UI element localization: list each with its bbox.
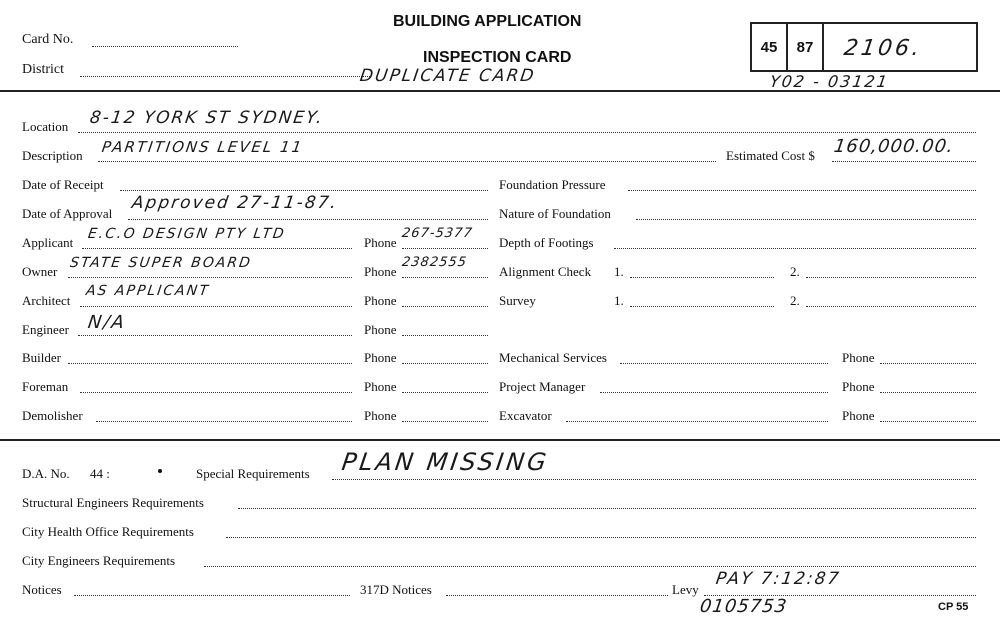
form-code: CP 55	[938, 601, 969, 613]
card-number-box	[750, 22, 978, 72]
notices-label: Notices	[22, 582, 62, 597]
survey-num-1: 1.	[614, 293, 624, 308]
architect-value: AS APPLICANT	[84, 283, 211, 299]
date-approval-field[interactable]	[128, 219, 488, 220]
description-value: PARTITIONS LEVEL 11	[100, 138, 305, 156]
excavator-field[interactable]	[566, 421, 828, 422]
levy-label: Levy	[672, 582, 699, 597]
owner-phone-label: Phone	[364, 264, 397, 279]
city-health-label: City Health Office Requirements	[22, 524, 194, 539]
alignment-check-field-2[interactable]	[806, 277, 976, 278]
depth-footings-field[interactable]	[614, 248, 976, 249]
description-field[interactable]	[98, 161, 716, 162]
demolisher-label: Demolisher	[22, 408, 83, 423]
city-engineers-field[interactable]	[204, 566, 976, 567]
duplicate-card-note: DUPLICATE CARD	[358, 66, 537, 86]
survey-field-2[interactable]	[806, 306, 976, 307]
foreman-phone-field[interactable]	[402, 392, 488, 393]
card-no-label: Card No.	[22, 32, 74, 47]
engineer-value: N/A	[86, 312, 128, 333]
estimated-cost-label: Estimated Cost $	[726, 148, 815, 163]
date-approval-label: Date of Approval	[22, 206, 113, 221]
survey-field-1[interactable]	[630, 306, 774, 307]
builder-field[interactable]	[68, 363, 352, 364]
owner-phone-field[interactable]	[402, 277, 488, 278]
section-divider	[0, 439, 1000, 441]
project-manager-field[interactable]	[600, 392, 828, 393]
mechanical-phone-label: Phone	[842, 350, 875, 365]
district-field[interactable]	[80, 76, 370, 77]
bottom-handwritten-number: 0105753	[698, 596, 789, 617]
owner-label: Owner	[22, 264, 58, 279]
header-divider	[0, 90, 1000, 92]
applicant-value: E.C.O DESIGN PTY LTD	[86, 226, 287, 242]
architect-label: Architect	[22, 293, 71, 308]
city-health-field[interactable]	[226, 537, 976, 538]
date-receipt-label: Date of Receipt	[22, 177, 104, 192]
alignment-check-field-1[interactable]	[630, 277, 774, 278]
engineer-label: Engineer	[22, 322, 69, 337]
location-field[interactable]	[78, 132, 976, 133]
da-no-dot	[158, 469, 162, 473]
foreman-phone-label: Phone	[364, 379, 397, 394]
owner-phone-value: 2382555	[400, 255, 468, 270]
structural-engineers-label: Structural Engineers Requirements	[22, 495, 204, 510]
estimated-cost-value: 160,000.00.	[832, 136, 956, 157]
special-requirements-field[interactable]	[332, 479, 976, 480]
foreman-field[interactable]	[80, 392, 352, 393]
alignment-num-2: 2.	[790, 264, 800, 279]
demolisher-phone-label: Phone	[364, 408, 397, 423]
applicant-phone-value: 267-5377	[400, 226, 474, 241]
title-building-application: BUILDING APPLICATION	[393, 13, 582, 30]
demolisher-phone-field[interactable]	[402, 421, 488, 422]
survey-label: Survey	[499, 293, 536, 308]
engineer-phone-field[interactable]	[402, 335, 488, 336]
mechanical-services-label: Mechanical Services	[499, 350, 607, 365]
box-handwritten-number: 2106.	[842, 36, 924, 61]
special-requirements-label: Special Requirements	[196, 466, 310, 481]
foreman-label: Foreman	[22, 379, 69, 394]
nature-foundation-label: Nature of Foundation	[499, 206, 611, 221]
foundation-pressure-label: Foundation Pressure	[499, 177, 606, 192]
structural-engineers-field[interactable]	[238, 508, 976, 509]
city-engineers-label: City Engineers Requirements	[22, 553, 176, 568]
demolisher-field[interactable]	[96, 421, 352, 422]
location-value: 8-12 YORK ST SYDNEY.	[88, 108, 326, 128]
survey-num-2: 2.	[790, 293, 800, 308]
mechanical-phone-field[interactable]	[880, 363, 976, 364]
estimated-cost-field[interactable]	[832, 161, 976, 162]
date-receipt-field[interactable]	[120, 190, 488, 191]
district-label: District	[22, 62, 64, 77]
excavator-phone-label: Phone	[842, 408, 875, 423]
description-label: Description	[22, 148, 83, 163]
builder-label: Builder	[22, 350, 61, 365]
alignment-num-1: 1.	[614, 264, 624, 279]
owner-field[interactable]	[68, 277, 352, 278]
nature-foundation-field[interactable]	[636, 219, 976, 220]
architect-field[interactable]	[80, 306, 352, 307]
applicant-phone-label: Phone	[364, 235, 397, 250]
box-cell-1: 45	[752, 24, 788, 70]
notices-317d-label: 317D Notices	[360, 582, 432, 597]
alignment-check-label: Alignment Check	[499, 264, 592, 279]
da-no-label: D.A. No.	[22, 466, 70, 481]
applicant-label: Applicant	[22, 235, 74, 250]
engineer-phone-label: Phone	[364, 322, 397, 337]
levy-value: PAY 7:12:87	[714, 569, 842, 589]
excavator-phone-field[interactable]	[880, 421, 976, 422]
owner-value: STATE SUPER BOARD	[68, 255, 253, 271]
project-manager-phone-field[interactable]	[880, 392, 976, 393]
box-cell-2: 87	[788, 24, 824, 70]
special-requirements-value: PLAN MISSING	[340, 448, 551, 476]
architect-phone-field[interactable]	[402, 306, 488, 307]
builder-phone-label: Phone	[364, 350, 397, 365]
architect-phone-label: Phone	[364, 293, 397, 308]
title-inspection-card: INSPECTION CARD	[423, 49, 572, 66]
applicant-field[interactable]	[82, 248, 352, 249]
mechanical-services-field[interactable]	[620, 363, 828, 364]
card-no-field[interactable]	[92, 46, 238, 47]
reference-number: Y02 - 03121	[768, 72, 891, 91]
excavator-label: Excavator	[499, 408, 552, 423]
engineer-field[interactable]	[78, 335, 352, 336]
depth-footings-label: Depth of Footings	[499, 235, 594, 250]
project-manager-phone-label: Phone	[842, 379, 875, 394]
da-no-value: 44 :	[90, 466, 110, 481]
builder-phone-field[interactable]	[402, 363, 488, 364]
location-label: Location	[22, 119, 69, 134]
applicant-phone-field[interactable]	[402, 248, 488, 249]
notices-field[interactable]	[74, 595, 350, 596]
foundation-pressure-field[interactable]	[628, 190, 976, 191]
project-manager-label: Project Manager	[499, 379, 586, 394]
notices-317d-field[interactable]	[446, 595, 668, 596]
date-approval-value: Approved 27-11-87.	[130, 193, 340, 213]
